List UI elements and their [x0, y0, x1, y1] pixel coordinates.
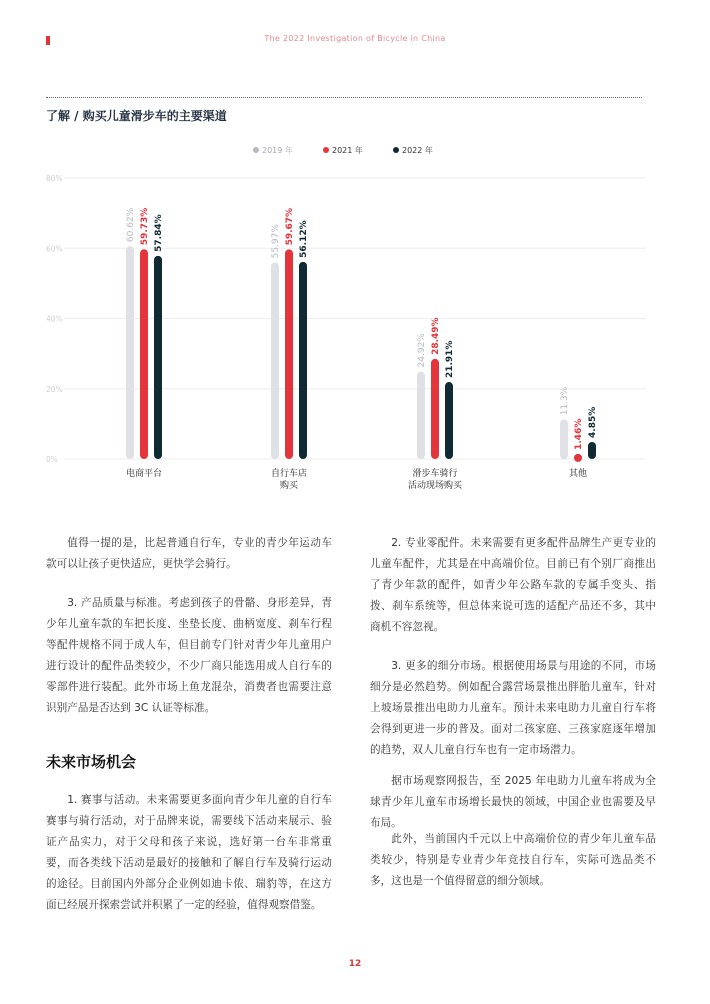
paragraph-right-1: 2. 专业零配件。未来需要有更多配件品牌生产更专业的儿童车配件，尤其是在中高端价位。目前已有个别厂商推出了青少年款的配件，如青少年公路车款的专属手变头、指拨、刹车系统等，但总体来说可选的适配产品还不多，其中商机不容忽视。 — [370, 537, 656, 633]
data-label: 59.67% — [285, 207, 295, 246]
data-label: 55.97% — [271, 224, 281, 259]
bar — [154, 256, 162, 459]
bar — [271, 262, 279, 459]
paragraph-right-4: 此外，当前国内千元以上中高端价位的青少年儿童车品类较少，特别是专业青少年竞技自行车，实际可选品类不多，这也是一个值得留意的细分领域。 — [370, 833, 656, 887]
category-label: 活动现场购买 — [407, 481, 463, 491]
bar — [417, 371, 425, 459]
legend-label: 2022 年 — [402, 146, 433, 155]
bar-chart — [0, 130, 710, 500]
legend-marker — [393, 147, 399, 153]
data-label: 56.12% — [299, 220, 309, 258]
category-label: 其他 — [568, 469, 588, 479]
data-label: 1.46% — [574, 418, 584, 450]
category-label: 电商平台 — [125, 469, 163, 479]
bar — [126, 246, 134, 459]
category-label: 滑步车骑行 — [412, 469, 458, 479]
y-tick-label: 80% — [46, 174, 63, 183]
category-label: 购买 — [279, 481, 299, 491]
bar — [560, 419, 568, 459]
chart-title: 了解 / 购买儿童滑步车的主要渠道 — [46, 109, 227, 123]
bar — [445, 382, 453, 459]
paragraph-left-2: 3. 产品质量与标准。考虑到孩子的骨骼、身形差异，青少年儿童车款的车把长度、坐垫长度、曲柄宽度、刹车行程等配件规格不同于成人车，但目前专门针对青少年儿童用户进行设计的配件品类较少，不少厂商只能选用成人自行车的零部件进行装配。此外市场上鱼龙混杂，消费者也需要注意识别产品是否达到 3C 认证等标准。 — [46, 597, 332, 714]
paragraph-right-3: 据市场观察网报告，至 2025 年电助力儿童车将成为全球青少年儿童车市场增长最快的领域，中国企业也需要及早布局。 — [370, 775, 656, 829]
legend-label: 2021 年 — [332, 146, 363, 155]
section-heading: 未来市场机会 — [46, 753, 137, 771]
data-label: 21.91% — [445, 340, 455, 379]
bar — [299, 262, 307, 459]
bar — [431, 359, 439, 459]
y-tick-label: 0% — [46, 455, 58, 464]
paragraph-right-2: 3. 更多的细分市场。根据使用场景与用途的不同，市场细分是必然趋势。例如配合露营场景推出胖胎儿童车，针对上坡场景推出电助力儿童车。预计未来电助力儿童自行车将会得到更进一步的普及。面对二孩家庭、三孩家庭逐年增加的趋势，双人儿童自行车也有一定市场潜力。 — [370, 660, 656, 756]
bar — [285, 249, 293, 459]
page-number: 12 — [348, 959, 362, 969]
legend-marker — [323, 147, 329, 153]
data-label: 57.84% — [154, 214, 164, 252]
paragraph-left-1: 值得一提的是，比起普通自行车，专业的青少年运动车款可以让孩子更快适应，更快学会骑行。 — [46, 537, 332, 570]
bar — [574, 454, 582, 462]
running-title: The 2022 Investigation of Bicycle in China — [264, 34, 446, 43]
data-label: 59.73% — [140, 207, 150, 246]
y-tick-label: 60% — [46, 244, 63, 254]
data-label: 60.62% — [126, 207, 136, 243]
data-label: 11.3% — [560, 386, 570, 416]
data-label: 24.92% — [417, 333, 427, 368]
paragraph-left-3: 1. 赛事与活动。未来需要更多面向青少年儿童的自行车赛事与骑行活动，对于品牌来说，需要线下活动来展示、验证产品实力，对于父母和孩子来说，选好第一台车非常重要，而各类线下活动是最好的接触和了解自行车及骑行运动的途径。目前国内外部分企业例如迪卡侬、瑞豹等，在这方面已经展开探索尝试并积累了一定的经验，值得观察借鉴。 — [46, 794, 332, 911]
category-label: 自行车店 — [270, 469, 308, 479]
legend-marker — [253, 147, 259, 153]
y-tick-label: 20% — [46, 384, 63, 394]
dotted-divider — [46, 97, 642, 98]
data-label: 4.85% — [588, 406, 598, 438]
y-tick-label: 40% — [46, 314, 63, 324]
legend-label: 2019 年 — [262, 146, 293, 155]
bar — [140, 249, 148, 459]
data-label: 28.49% — [431, 317, 441, 355]
bar — [588, 442, 596, 459]
